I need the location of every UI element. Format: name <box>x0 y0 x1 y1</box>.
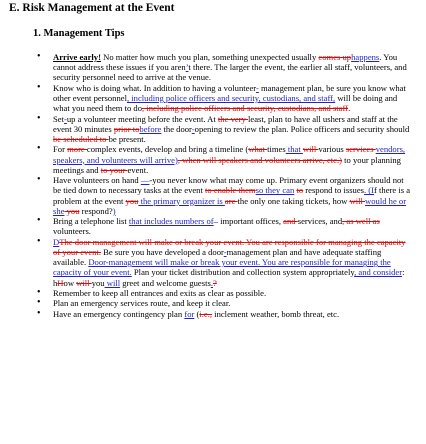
tip-text: management plan, be sure you know what other event personnel <box>53 82 406 103</box>
tip-item <box>35 114 411 145</box>
inserted-text: . <box>210 277 213 288</box>
tip-text: volunteers. <box>53 226 91 237</box>
tip-text: . <box>348 103 351 114</box>
tip-item <box>35 288 411 298</box>
inserted-text: , and consider <box>354 267 403 278</box>
tip-text: respond? <box>79 205 113 216</box>
subsection-heading: 1. Management Tips <box>33 28 125 39</box>
inserted-text: , including police officers and security, custodians, and staff, <box>126 93 336 103</box>
tip-text: ( <box>194 308 200 319</box>
inserted-text: — <box>140 175 150 186</box>
tip-text: For <box>53 144 68 155</box>
tip-item <box>35 298 411 308</box>
deleted-text: prior to <box>113 123 140 134</box>
tip-text: up a volunteer meeting before the event. At <box>66 113 218 124</box>
deleted-text: to enable them <box>205 185 256 196</box>
deleted-text: will <box>302 144 319 155</box>
tip-text: Be sure you have developed a door <box>100 246 224 257</box>
deleted-text: H <box>57 277 64 288</box>
tip-text: Remember to keep all entrances and exits as clear as possible. <box>53 287 267 298</box>
inserted-text: the primary organizer is <box>138 195 225 206</box>
tip-item <box>35 52 411 83</box>
tip-text: – important offices, <box>213 216 284 227</box>
tip-text: : h <box>53 267 405 288</box>
inserted-text: ’ <box>185 62 189 73</box>
tip-text: will be doing and what you need them to do <box>53 93 398 114</box>
inserted-text: - <box>191 123 195 134</box>
tip-text: -you never know what may come up. Primary event organizers should not be tied down to necessary tasks at the event <box>53 175 404 196</box>
deleted-text: to <box>296 185 304 196</box>
deleted-text: to your <box>100 164 128 175</box>
deleted-text: , including police officers and security, custodians, and staff <box>142 103 349 114</box>
inserted-text: vendors, speakers, and volunteers will arrive) <box>53 144 406 165</box>
deleted-text: are <box>224 195 238 206</box>
deleted-text: comes up <box>318 52 352 62</box>
tip-item <box>35 237 411 288</box>
tip-text: Set <box>53 113 64 124</box>
tip-text: event. <box>127 164 149 175</box>
inserted-text: . (I <box>364 185 375 196</box>
tip-item <box>35 309 411 319</box>
inserted-text: - <box>223 246 227 257</box>
deleted-text: ? <box>212 277 217 288</box>
inserted-text: D <box>53 236 60 247</box>
tip-text: Have volunteers on hand <box>53 175 141 186</box>
tip-item <box>35 83 411 114</box>
inserted-text: ) <box>112 205 116 216</box>
tip-text: No matter how much you plan, something unexpected usually <box>100 52 319 62</box>
deleted-text: what <box>248 144 268 155</box>
tip-item <box>35 216 411 236</box>
tip-item <box>35 144 411 175</box>
tip-text: Arrive early! <box>53 52 101 62</box>
management-tips-list <box>35 52 411 319</box>
tip-text: respond to issues <box>303 185 364 196</box>
tip-text: times <box>267 144 286 155</box>
tip-text: . You cannot address these issues if you aren <box>53 52 398 73</box>
deleted-text: and <box>283 216 298 227</box>
tip-text: ow <box>63 277 77 288</box>
tip-text: the only one taking tickets, how <box>237 195 350 206</box>
deleted-text: , when will speakers and volunteers arrive, etc.) <box>177 154 342 165</box>
tip-text: greet and welcome guests <box>120 277 211 288</box>
inserted-text: - <box>63 113 67 124</box>
deleted-text: be scheduled to <box>53 134 109 144</box>
tip-text: various <box>318 144 346 155</box>
deleted-text: services <box>345 144 376 155</box>
inserted-text: will <box>104 277 121 288</box>
tip-text: inclement weather, bomb threat, etc. <box>212 308 340 319</box>
deleted-text: will <box>76 277 92 288</box>
section-heading: E. Risk Management at the Event <box>9 2 175 14</box>
inserted-text: for <box>184 308 195 319</box>
tip-text: Know who is doing what. In addition to having a volunteer <box>53 82 256 93</box>
inserted-text: that <box>285 144 303 155</box>
tip-text: Plan an emergency services route, and keep it clear. <box>53 298 231 309</box>
tip-text: Bring a telephone list <box>53 216 129 227</box>
deleted-text: you <box>125 195 139 206</box>
deleted-text: you <box>64 205 80 216</box>
inserted-text: would he or she <box>53 195 407 216</box>
inserted-text: before <box>139 123 162 134</box>
tip-text: opening to review the plan. Police officers and security should <box>194 123 410 134</box>
tip-text: the door <box>161 123 192 134</box>
inserted-text: happens <box>351 52 380 62</box>
tip-text: least, plan to have all ushers and staff at the event 30 minutes <box>53 113 398 134</box>
deleted-text: , as well as <box>342 216 380 227</box>
tip-text: be present. <box>108 134 146 144</box>
inserted-text: Door-management will make or break your event. You are responsible for managing the capacity of your event. <box>53 257 391 278</box>
deleted-text: The door management will make or break your event. You are responsible for managing the capacity of your event. <box>53 236 406 257</box>
tip-text: management plan and have adequate staffing available. <box>53 246 382 268</box>
deleted-text: the very <box>217 113 248 124</box>
inserted-text: that includes numbers of <box>128 216 214 227</box>
tip-text: t there. The larger the event, the earlier all staff, volunteers, and security personnel need to arrive at the venue. <box>53 62 407 83</box>
tip-text: services, and <box>297 216 343 227</box>
deleted-text: i.e., <box>199 308 213 319</box>
tip-text: Plan your ticket distribution and collection system appropriately <box>131 267 355 278</box>
deleted-text: will <box>349 195 366 206</box>
inserted-text: - <box>255 82 259 93</box>
deleted-text: more <box>67 144 87 155</box>
tip-text: Have an emergency contingency plan <box>53 308 185 319</box>
inserted-text: so they can <box>255 185 295 196</box>
tip-text: f there is a problem at the event <box>53 185 411 206</box>
tip-text: complex events, develop and bring a timeline ( <box>86 144 249 155</box>
tip-item <box>35 175 411 216</box>
tip-text: to your planning meetings and <box>53 154 401 175</box>
tip-text: you <box>91 277 105 288</box>
